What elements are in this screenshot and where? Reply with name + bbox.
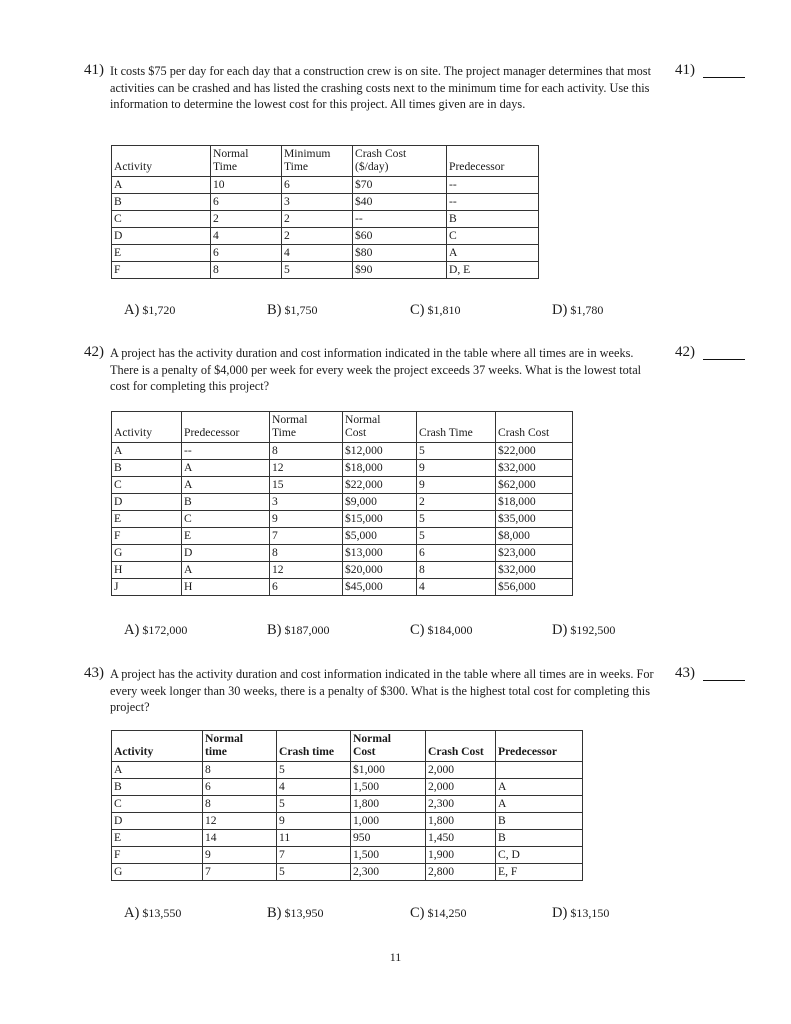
choice-b[interactable]: B) $1,750 xyxy=(267,302,318,318)
table-cell: F xyxy=(112,528,182,545)
table-cell: A xyxy=(112,177,211,194)
table-row xyxy=(112,228,539,245)
table-cell: D, E xyxy=(447,262,539,279)
header-cell: Activity xyxy=(112,731,203,762)
table-cell: 1,000 xyxy=(351,813,426,830)
table-cell: A xyxy=(447,245,539,262)
activity-table xyxy=(111,145,539,279)
table-cell: 5 xyxy=(277,864,351,881)
table-cell: B xyxy=(447,211,539,228)
header-cell: Crash Cost ($/day) xyxy=(353,146,447,177)
answer-choices xyxy=(124,905,664,925)
table-cell: A xyxy=(182,460,270,477)
table-cell: A xyxy=(112,762,203,779)
header-cell: Predecessor xyxy=(496,731,583,762)
table-header-row xyxy=(112,146,539,177)
table-cell: $8,000 xyxy=(496,528,573,545)
choice-c[interactable]: C) $1,810 xyxy=(410,302,461,318)
table-cell: 12 xyxy=(270,460,343,477)
table-row xyxy=(112,528,573,545)
table-cell: 8 xyxy=(270,545,343,562)
table-cell: 9 xyxy=(417,477,496,494)
header-cell: Crash time xyxy=(277,731,351,762)
table-cell: 6 xyxy=(417,545,496,562)
table-cell: 2 xyxy=(282,228,353,245)
table-cell: 8 xyxy=(203,762,277,779)
answer-blank[interactable] xyxy=(703,347,745,360)
table-cell: 6 xyxy=(282,177,353,194)
header-cell: Normal time xyxy=(203,731,277,762)
table-cell: 4 xyxy=(417,579,496,596)
answer-label: 42) xyxy=(675,344,695,360)
table-cell: A xyxy=(182,562,270,579)
table-cell: $22,000 xyxy=(496,443,573,460)
table-cell: A xyxy=(496,796,583,813)
table-cell: $23,000 xyxy=(496,545,573,562)
header-cell: Normal Time xyxy=(270,412,343,443)
table-cell: 1,500 xyxy=(351,847,426,864)
table-cell: 1,900 xyxy=(426,847,496,864)
table-cell: 2,300 xyxy=(351,864,426,881)
table-cell: E xyxy=(112,245,211,262)
table-cell: 5 xyxy=(282,262,353,279)
table-row xyxy=(112,443,573,460)
answer-blank[interactable] xyxy=(703,65,745,78)
table-cell: H xyxy=(112,562,182,579)
choice-c[interactable]: C) $184,000 xyxy=(410,622,473,638)
header-cell: Predecessor xyxy=(447,146,539,177)
table-cell: C xyxy=(112,211,211,228)
table-cell: $20,000 xyxy=(343,562,417,579)
table-cell: 5 xyxy=(417,511,496,528)
table-cell: E xyxy=(112,830,203,847)
question-number: 43) xyxy=(84,665,104,681)
table-cell: $45,000 xyxy=(343,579,417,596)
page-number: 11 xyxy=(389,950,402,964)
table-cell: 4 xyxy=(282,245,353,262)
table-row xyxy=(112,813,583,830)
table-cell: B xyxy=(496,813,583,830)
table-row xyxy=(112,796,583,813)
table-cell: 6 xyxy=(211,194,282,211)
table-cell: 8 xyxy=(270,443,343,460)
table-cell: 3 xyxy=(270,494,343,511)
table-cell: $70 xyxy=(353,177,447,194)
table-cell: B xyxy=(182,494,270,511)
table-cell: 6 xyxy=(270,579,343,596)
table-cell: F xyxy=(112,847,203,864)
answer-blank[interactable] xyxy=(703,668,745,681)
question-number: 41) xyxy=(84,62,104,78)
table-cell: 2 xyxy=(417,494,496,511)
table-cell: $1,000 xyxy=(351,762,426,779)
table-cell: $15,000 xyxy=(343,511,417,528)
table-cell: 2,000 xyxy=(426,762,496,779)
question-text: A project has the activity duration and cost information indicated in the table where all times are in weeks. There is a penalty of $4,000 per week for every week the project exceeds 37 weeks. What is the lowest total cost for completing this project? xyxy=(110,346,642,393)
table-cell: 11 xyxy=(277,830,351,847)
table-cell: A xyxy=(182,477,270,494)
table-cell: 14 xyxy=(203,830,277,847)
table-cell: 2 xyxy=(282,211,353,228)
activity-table xyxy=(111,411,573,596)
table-cell: D xyxy=(182,545,270,562)
table-cell: 7 xyxy=(270,528,343,545)
table-cell: J xyxy=(112,579,182,596)
activity-table xyxy=(111,730,583,881)
answer-slot[interactable] xyxy=(675,344,745,360)
header-cell: Minimum Time xyxy=(282,146,353,177)
table-cell: -- xyxy=(182,443,270,460)
question-43 xyxy=(84,665,764,925)
table-row xyxy=(112,194,539,211)
table-cell: -- xyxy=(353,211,447,228)
table-cell: 9 xyxy=(417,460,496,477)
table-cell: -- xyxy=(447,177,539,194)
question-41 xyxy=(84,62,764,318)
table-cell: 1,800 xyxy=(426,813,496,830)
table-cell: 2,800 xyxy=(426,864,496,881)
table-cell: 9 xyxy=(277,813,351,830)
table-cell: 2 xyxy=(211,211,282,228)
table-cell: B xyxy=(112,194,211,211)
table-cell: 950 xyxy=(351,830,426,847)
question-number: 42) xyxy=(84,344,104,360)
table-cell: G xyxy=(112,545,182,562)
table-cell: 7 xyxy=(277,847,351,864)
table-cell: 3 xyxy=(282,194,353,211)
table-cell: $35,000 xyxy=(496,511,573,528)
answer-slot[interactable] xyxy=(675,62,745,78)
table-cell: 4 xyxy=(211,228,282,245)
table-cell: $13,000 xyxy=(343,545,417,562)
table-row xyxy=(112,545,573,562)
header-cell: Normal Time xyxy=(211,146,282,177)
table-cell: B xyxy=(112,779,203,796)
table-cell: $22,000 xyxy=(343,477,417,494)
table-cell: 2,000 xyxy=(426,779,496,796)
choice-c[interactable]: C) $14,250 xyxy=(410,905,467,921)
table-cell: $40 xyxy=(353,194,447,211)
choice-d[interactable]: D) $13,150 xyxy=(552,905,610,921)
table-cell: F xyxy=(112,262,211,279)
table-cell: 1,450 xyxy=(426,830,496,847)
table-cell: 5 xyxy=(277,762,351,779)
header-cell: Predecessor xyxy=(182,412,270,443)
table-cell: 5 xyxy=(417,443,496,460)
table-cell: D xyxy=(112,494,182,511)
table-cell: $18,000 xyxy=(343,460,417,477)
table-cell: C, D xyxy=(496,847,583,864)
table-cell: C xyxy=(182,511,270,528)
answer-label: 41) xyxy=(675,62,695,78)
table-cell: D xyxy=(112,813,203,830)
choice-a[interactable]: A) $172,000 xyxy=(124,622,188,638)
table-row xyxy=(112,460,573,477)
question-42 xyxy=(84,344,764,644)
table-cell: E xyxy=(182,528,270,545)
table-cell: $32,000 xyxy=(496,562,573,579)
table-cell: 1,500 xyxy=(351,779,426,796)
table-row xyxy=(112,477,573,494)
choice-b[interactable]: B) $13,950 xyxy=(267,905,324,921)
table-cell: $60 xyxy=(353,228,447,245)
table-cell: 10 xyxy=(211,177,282,194)
table-cell: 8 xyxy=(203,796,277,813)
table-cell: $12,000 xyxy=(343,443,417,460)
table-cell: H xyxy=(182,579,270,596)
choice-d[interactable]: D) $192,500 xyxy=(552,622,616,638)
header-cell: Crash Time xyxy=(417,412,496,443)
table-cell: 5 xyxy=(417,528,496,545)
answer-choices xyxy=(124,622,664,642)
table-cell: $9,000 xyxy=(343,494,417,511)
table-cell: 2,300 xyxy=(426,796,496,813)
table-cell: $32,000 xyxy=(496,460,573,477)
table-row xyxy=(112,864,583,881)
header-cell: Activity xyxy=(112,412,182,443)
answer-label: 43) xyxy=(675,665,695,681)
table-cell: $18,000 xyxy=(496,494,573,511)
table-cell: 5 xyxy=(277,796,351,813)
header-cell: Crash Cost xyxy=(426,731,496,762)
table-cell: 8 xyxy=(211,262,282,279)
header-cell: Normal Cost xyxy=(343,412,417,443)
table-header-row xyxy=(112,731,583,762)
table-row xyxy=(112,211,539,228)
table-row xyxy=(112,562,573,579)
answer-choices xyxy=(124,302,664,322)
table-cell: $90 xyxy=(353,262,447,279)
table-row xyxy=(112,830,583,847)
table-cell: 4 xyxy=(277,779,351,796)
table-cell: G xyxy=(112,864,203,881)
table-row xyxy=(112,847,583,864)
choice-a[interactable]: A) $13,550 xyxy=(124,905,182,921)
table-cell: 12 xyxy=(203,813,277,830)
choice-d[interactable]: D) $1,780 xyxy=(552,302,604,318)
table-cell: C xyxy=(112,796,203,813)
table-cell: $80 xyxy=(353,245,447,262)
table-cell: 8 xyxy=(417,562,496,579)
question-text: A project has the activity duration and cost information indicated in the table where all times are in weeks. For every week longer than 30 weeks, there is a penalty of $300. What is the highest total cost for completing this project? xyxy=(110,667,654,714)
table-cell: $62,000 xyxy=(496,477,573,494)
header-cell: Crash Cost xyxy=(496,412,573,443)
table-cell: C xyxy=(447,228,539,245)
table-row xyxy=(112,762,583,779)
table-row xyxy=(112,177,539,194)
table-cell: $56,000 xyxy=(496,579,573,596)
table-cell: 6 xyxy=(203,779,277,796)
table-cell: 7 xyxy=(203,864,277,881)
table-cell: B xyxy=(112,460,182,477)
table-cell: A xyxy=(112,443,182,460)
header-cell: Activity xyxy=(112,146,211,177)
choice-a[interactable]: A) $1,720 xyxy=(124,302,176,318)
table-header-row xyxy=(112,412,573,443)
table-cell: D xyxy=(112,228,211,245)
table-row xyxy=(112,245,539,262)
table-cell: 9 xyxy=(203,847,277,864)
table-cell: E, F xyxy=(496,864,583,881)
table-cell: 12 xyxy=(270,562,343,579)
header-cell: Normal Cost xyxy=(351,731,426,762)
table-cell: 9 xyxy=(270,511,343,528)
table-cell: $5,000 xyxy=(343,528,417,545)
table-cell: 6 xyxy=(211,245,282,262)
table-row xyxy=(112,579,573,596)
table-cell: 15 xyxy=(270,477,343,494)
table-cell: A xyxy=(496,779,583,796)
table-row xyxy=(112,262,539,279)
table-cell: E xyxy=(112,511,182,528)
table-row xyxy=(112,494,573,511)
table-cell: -- xyxy=(447,194,539,211)
table-cell: B xyxy=(496,830,583,847)
table-row xyxy=(112,511,573,528)
table-row xyxy=(112,779,583,796)
question-text: It costs $75 per day for each day that a construction crew is on site. The project manager determines that most activities can be crashed and has listed the crashing costs next to the minimum time for each activity. Use this information to determine the lowest cost for this project. All times given are in days. xyxy=(110,64,652,111)
table-cell: 1,800 xyxy=(351,796,426,813)
answer-slot[interactable] xyxy=(675,665,745,681)
table-cell: C xyxy=(112,477,182,494)
table-cell xyxy=(496,762,583,779)
choice-b[interactable]: B) $187,000 xyxy=(267,622,330,638)
